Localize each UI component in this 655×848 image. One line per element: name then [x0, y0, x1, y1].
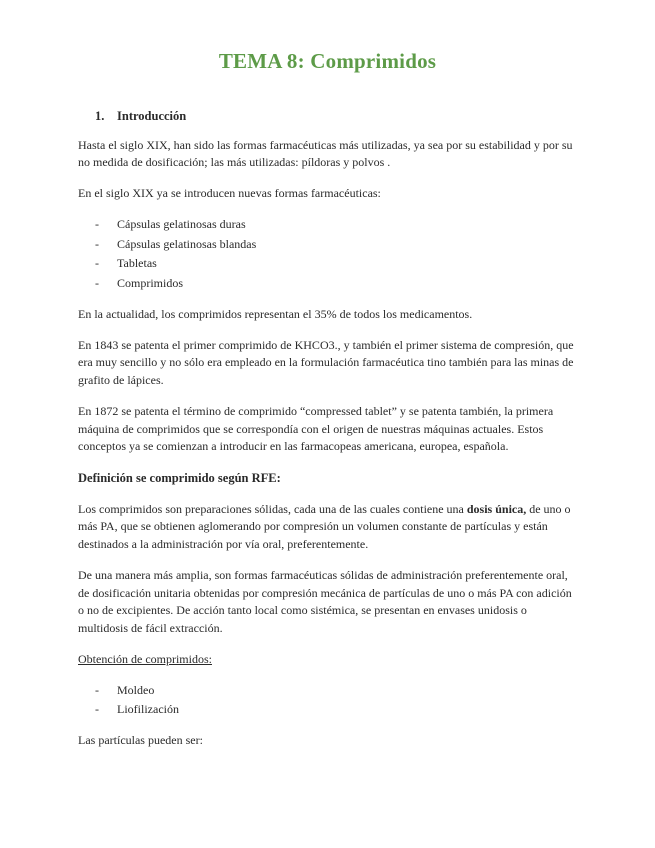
- section-heading-introduccion: [78, 107, 577, 126]
- dash-bullet: -: [95, 276, 99, 291]
- list-item-label: Moldeo: [117, 682, 155, 697]
- list-item: [95, 255, 577, 273]
- list-item-label: Cápsulas gelatinosas duras: [117, 216, 246, 231]
- dash-bullet: -: [95, 682, 99, 697]
- section-number: 1.: [95, 109, 105, 124]
- list-item-label: Cápsulas gelatinosas blandas: [117, 236, 257, 251]
- definition-bold-phrase: dosis única,: [466, 501, 527, 516]
- section-heading-label: Introducción: [117, 109, 187, 124]
- bullet-list-obtencion: [78, 682, 577, 720]
- list-item: [95, 216, 577, 234]
- paragraph-1843-patent: En 1843 se patenta el primer comprimido de KHCO3., y también el primer sistema de compresión, que era muy sencillo y no sólo era empleado en la formulación farmacéutica tino también para las minas de grafito de lápices.: [78, 337, 574, 388]
- obtencion-heading: [78, 651, 577, 669]
- paragraph-35-percent: En la actualidad, los comprimidos representan el 35% de todos los medicamentos.: [78, 306, 473, 321]
- document-title: TEMA 8: Comprimidos: [218, 49, 437, 73]
- definition-text-start: Los comprimidos son preparaciones sólidas, cada una de las cuales contiene una: [78, 501, 467, 516]
- dash-bullet: -: [95, 256, 99, 271]
- list-item: [95, 701, 577, 719]
- bullet-list-dosage-forms: [78, 216, 577, 293]
- paragraph-broad-definition: De una manera más amplia, son formas farmacéuticas sólidas de administración preferentemente oral, de dosificación unitaria obtenidas por compresión mecánica de partículas de uno o más PA con adición o no de excipientes. De acción tanto local como sistémica, se presentan en envases unidosis o multidosis de fácil extracción.: [78, 567, 572, 636]
- obtencion-heading-label: Obtención de comprimidos:: [78, 651, 212, 666]
- list-item-label: Tabletas: [117, 256, 157, 271]
- list-item: [95, 682, 577, 700]
- dash-bullet: -: [95, 236, 99, 251]
- dash-bullet: -: [95, 702, 99, 717]
- paragraph-particles-intro: Las partículas pueden ser:: [78, 733, 203, 748]
- paragraph-intro-history: Hasta el siglo XIX, han sido las formas farmacéuticas más utilizadas, ya sea por su estabilidad y por su no medida de dosificación; las más utilizadas: píldoras y polvos .: [78, 137, 573, 170]
- dash-bullet: -: [95, 216, 99, 231]
- list-item-label: Comprimidos: [117, 276, 184, 291]
- paragraph-definition-rfe: [78, 501, 577, 554]
- list-item: [95, 236, 577, 254]
- definition-heading: Definición se comprimido según RFE:: [78, 471, 281, 486]
- list-item-label: Liofilización: [117, 702, 179, 717]
- paragraph-new-forms-intro: En el siglo XIX ya se introducen nuevas formas farmacéuticas:: [78, 186, 381, 201]
- list-item: [95, 275, 577, 293]
- definition-text-end: de uno o más PA, que se obtienen aglomerando por compresión un volumen constante de partículas y están destinados a la administración por vía oral, preferentemente.: [78, 501, 571, 552]
- paragraph-1872-patent: En 1872 se patenta el término de comprimido “compressed tablet” y se patenta también, la primera máquina de comprimidos que se correspondía con el origen de nuestras máquinas actuales. Estos conceptos ya se comienzan a introducir en las farmacopeas americana, europea, española.: [78, 403, 554, 454]
